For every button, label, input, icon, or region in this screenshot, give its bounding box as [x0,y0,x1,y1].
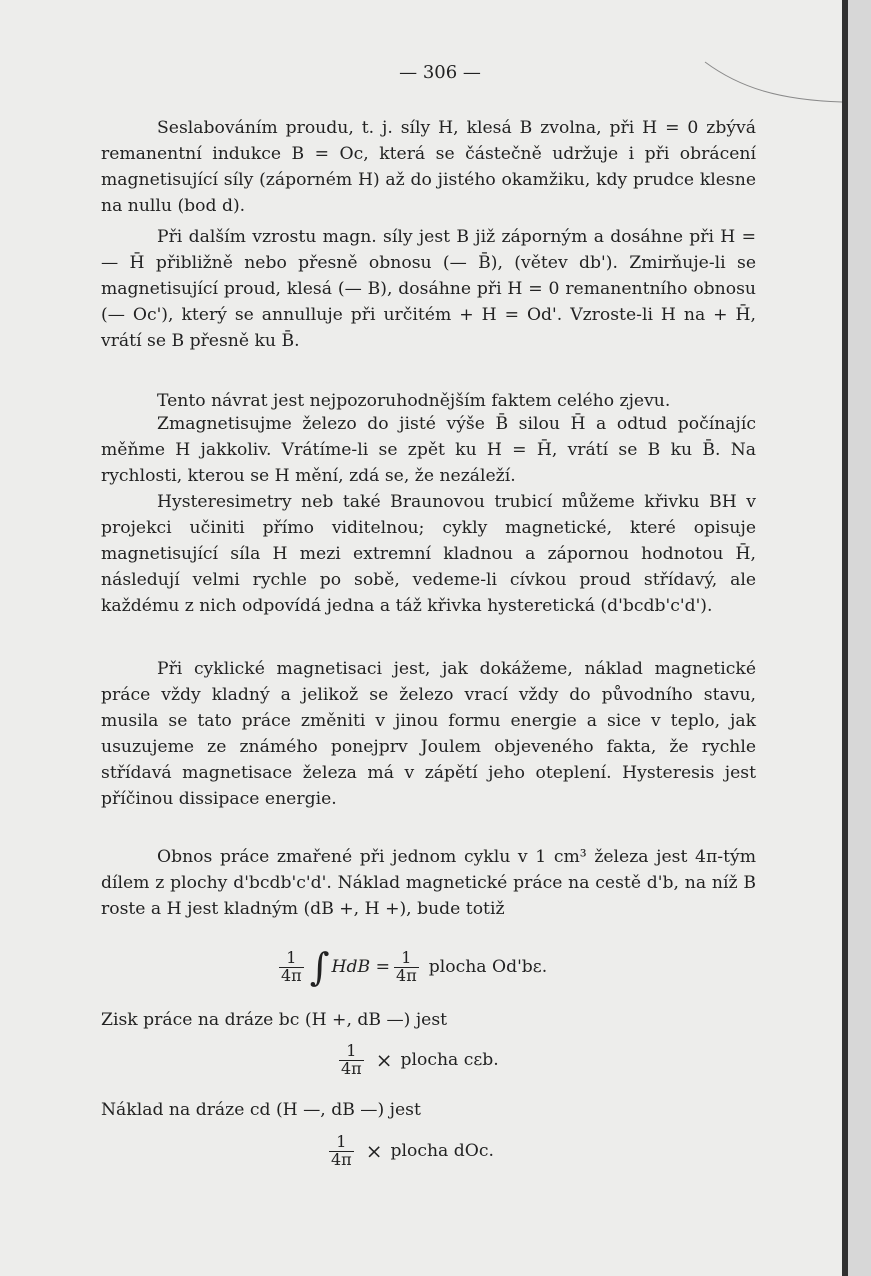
paragraph-2: Při dalším vzrostu magn. síly jest B již záporným a dosáhne při H = — H̄ přibližně nebo přesně obnosu (— B̄), (větev db'). Zmirňuje-li se magnetisující proud, klesá (— B), dosáhne při H = 0 remanentního obnosu (— Oc'), který se annulluje při určitém + H = Od'. Vzroste-li H na + H̄, vrátí se B přesně ku B̄. [101,227,756,351]
eq3-den: 4π [331,1149,352,1169]
page-number: — 306 — [399,62,481,83]
paragraph-4: Zmagnetisujme železo do jisté výše B̄ silou H̄ a odtud počínajíc měňme H jakkoliv. Vrátíme-li se zpět ku H = H̄, vrátí se B ku B̄. Na rychlosti, kterou se H mění, zdá se, že nezáleží. [101,414,756,486]
paragraph-5: Hysteresimetry neb také Braunovou trubicí můžeme křivku BH v projekci učiniti přímo viditelnou; cykly magnetické, které opisuje magnetisující síla H mezi extremní kladnou a zápornou hodnotou H̄, následují velmi rychle po sobě, vedeme-li cívkou proud střídavý, ale každému z nich odpovídá jedna a táž křivka hysteretická (d'bcdb'c'd'). [101,492,756,616]
paragraph-3: Tento návrat jest nejpozoruhodnějším faktem celého zjevu. [157,391,671,411]
scan-background [848,0,871,1276]
equation-integral [275,945,548,989]
eq1-rhs-den: 4π [396,965,417,985]
eq1-integrand: HdB = [331,957,391,977]
paragraph-1: Seslabováním proudu, t. j. síly H, klesá B zvolna, při H = 0 zbývá remanentní indukce B = Oc, která se částečně udržuje i při obrácení magnetisující síly (záporném H) až do jistého okamžiku, kdy prudce klesne na nullu (bod d). [101,118,756,216]
eq2-num: 1 [346,1041,357,1060]
eq3-num: 1 [336,1132,347,1151]
times-sign: × [375,1048,393,1073]
page-fold-mark [700,58,842,106]
eq2-text: plocha cεb. [400,1050,499,1071]
line-cost: Náklad na dráze cd (H —, dB —) jest [101,1100,421,1120]
eq1-frac-den: 4π [281,965,302,985]
eq1-rhs-text: plocha Od'bε. [428,957,548,977]
eq1-frac-num: 1 [286,947,297,967]
equation-gain [335,1043,499,1078]
equation-cost [325,1134,494,1169]
times-sign: × [365,1139,383,1164]
paragraph-6: Při cyklické magnetisaci jest, jak dokážeme, náklad magnetické práce vždy kladný a jelikož se železo vrací vždy do původního stavu, musila se tato práce změniti v jinou formu energie a sice v teplo, jak usuzujeme ze známého ponejprv Joulem objeveného fakta, že rychle střídavá magnetisace železa má v zápětí jeho oteplení. Hysteresis jest příčinou dissipace energie. [101,659,756,809]
line-gain: Zisk práce na dráze bc (H +, dB —) jest [101,1010,448,1030]
integral-sign: ∫ [309,945,330,989]
eq3-text: plocha dOc. [390,1141,494,1162]
eq2-den: 4π [341,1058,362,1078]
eq1-rhs-num: 1 [401,947,412,967]
paragraph-7: Obnos práce zmařené při jednom cyklu v 1 cm³ železa jest 4π-tým dílem z plochy d'bcdb'c'd'. Náklad magnetické práce na cestě d'b, na níž B roste a H jest kladným (dB +, H +), bude totiž [101,847,756,919]
